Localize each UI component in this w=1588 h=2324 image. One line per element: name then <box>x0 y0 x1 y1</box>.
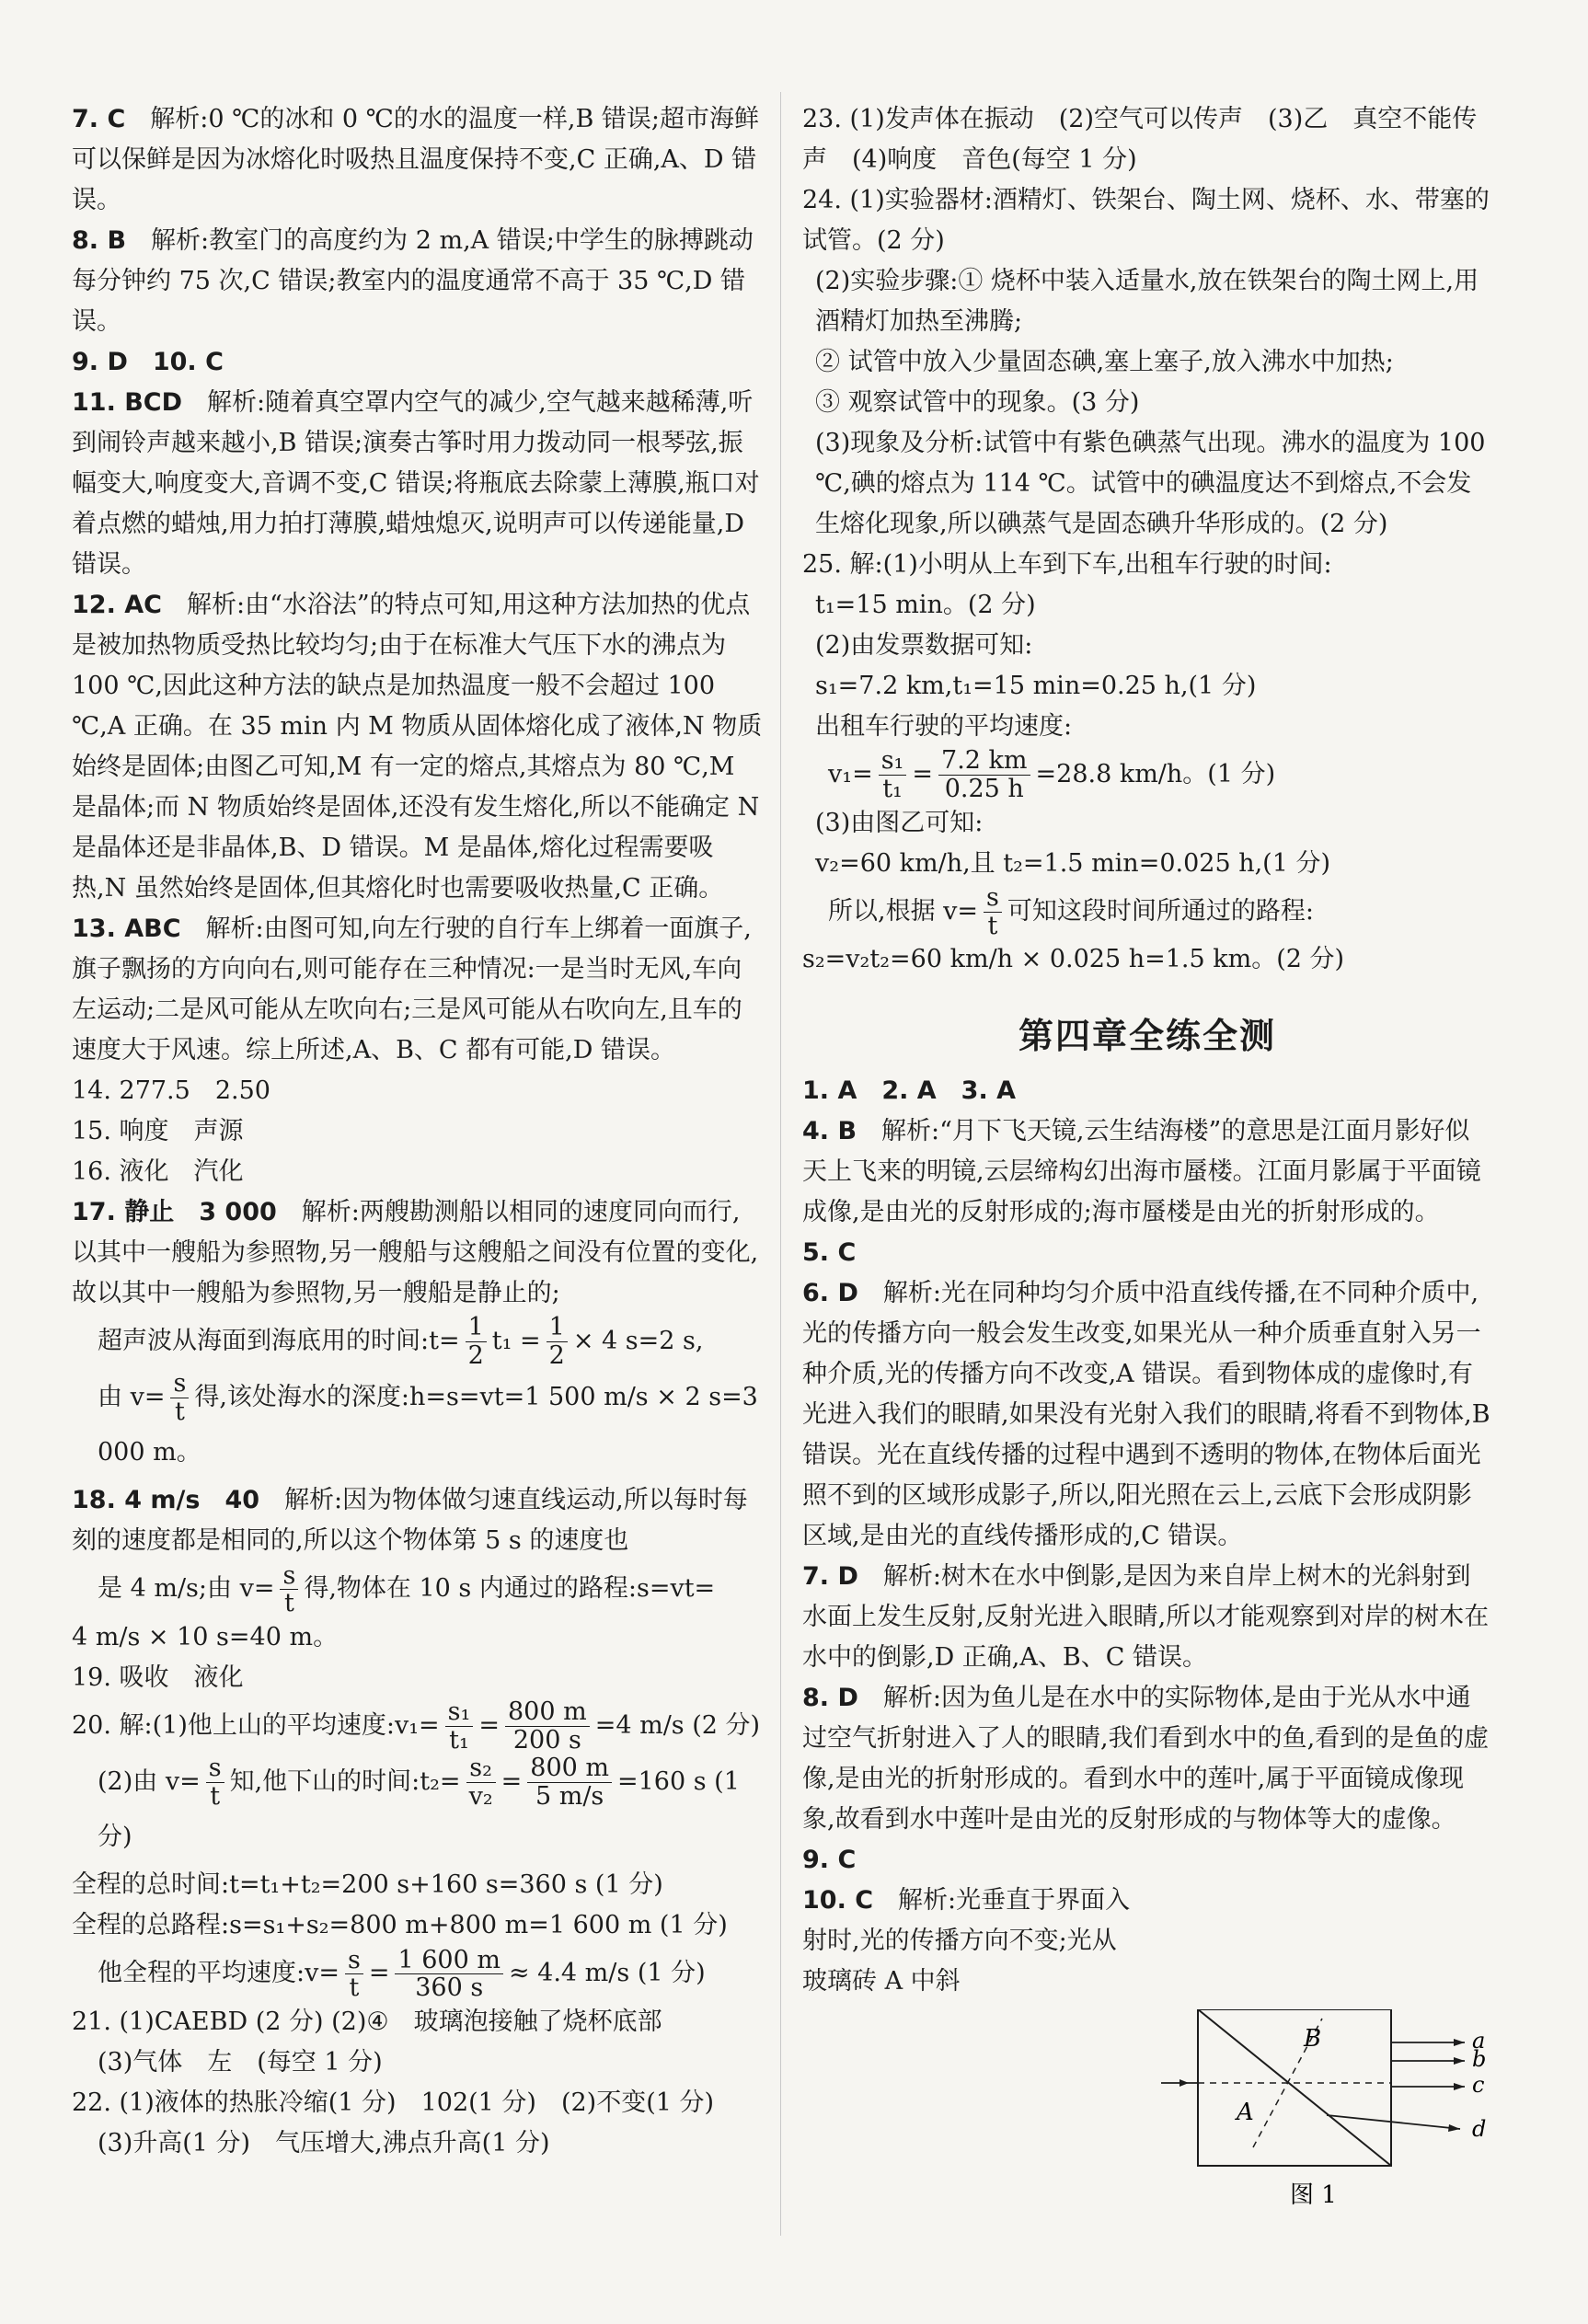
answer-ch4-10: 10. C 解析:光垂直于界面入射时,光的传播方向不变;光从玻璃砖 A 中斜 <box>802 1886 1131 1996</box>
right-column <box>802 99 1492 2002</box>
answer-24: 24. (1)实验器材:酒精灯、铁架台、陶土网、烧杯、水、带塞的试管。(2 分) (2)实验步骤:① 烧杯中装入适量水,放在铁架台的陶土网上,用酒精灯加热至沸腾; ② 试管中放入少量固态碘,塞上塞子,放入沸水中加热; ③ 观察试管中的现象。(3 分) (3)现象及分析:试管中有紫色碘蒸气出现。沸水的温度为 100 ℃,碘的熔点为 114 ℃。试管中的碘温度达不到熔点,不会发生熔化现象,所以碘蒸气是固态碘升华形成的。(2 分) <box>802 186 1490 538</box>
label-c: c <box>1472 2072 1485 2098</box>
answer-21: 21. (1)CAEBD (2 分) (2)④ 玻璃泡接触了烧杯底部 (3)气体 左 (每空 1 分) <box>72 2008 662 2077</box>
answer-23: 23. (1)发声体在振动 (2)空气可以传声 (3)乙 真空不能传声 (4)响度 音色(每空 1 分) <box>802 105 1478 174</box>
prism-diagonal <box>1198 2009 1391 2166</box>
answer-20-total-time: 全程的总时间:t=t₁+t₂=200 s+160 s=360 s (1 分) <box>72 1870 663 1900</box>
answer-ch4-8: 8. D 解析:因为鱼儿是在水中的实际物体,是由于光从水中通过空气折射进入了人的眼睛,我们看到水中的鱼,看到的是鱼的虚像,是由光的折射形成的。看到水中的莲叶,属于平面镜成像现象,故看到水中莲叶是由光的反射形成的与物体等大的虚像。 <box>802 1684 1490 1835</box>
light-path-svg <box>1161 2009 1511 2212</box>
column-divider <box>780 92 781 2236</box>
answer-22: 22. (1)液体的热胀冷缩(1 分) 102(1 分) (2)不变(1 分) (3)升高(1 分) 气压增大,沸点升高(1 分) <box>72 2088 715 2158</box>
label-d: d <box>1472 2116 1487 2142</box>
label-b: b <box>1472 2046 1487 2072</box>
formula-25-speed: v₁= $\frac{\text{s₁}}{\text{t₁}}$ = $\frac{7.2 km}{0.25 h}$ =28.8 km/h。(1 分) <box>828 746 1276 803</box>
answer-19: 19. 吸收 液化 <box>72 1663 244 1693</box>
formula-20-average: 他全程的平均速度:v= $\frac{s}{t}$ = $\frac{1 600 m}{360 s}$ ≈ 4.4 m/s (1 分) <box>98 1945 706 2003</box>
formula-18: 是 4 m/s;由 v= $\frac{s}{t}$ 得,物体在 10 s 内通过的路程:s=vt= <box>98 1560 716 1618</box>
answer-15: 15. 响度 声源 <box>72 1117 244 1145</box>
formula-25-distance: 所以,根据 v= $\frac{s}{t}$ 可知这段时间所通过的路程: <box>828 883 1315 940</box>
incident-arrow <box>1179 2079 1189 2087</box>
formula-17-time: 超声波从海面到海底用的时间:t= $\frac{1}{2}$ t₁ = $\frac{1}{2}$ × 4 s=2 s, <box>98 1313 704 1370</box>
answer-ch4-6: 6. D 解析:光在同种均匀介质中沿直线传播,在不同种介质中,光的传播方向一般会发生改变,如果光从一种介质垂直射入另一种介质,光的传播方向不改变,A 错误。看到物体成的虚像时,有光进入我们的眼睛,如果没有光射入我们的眼睛,将看不到物体,B 错误。光在直线传播的过程中遇到不透明的物体,在物体后面光照不到的区域形成影子,所以,阳光照在云上,云底下会形成阴影区域,是由光的直线传播形成的,C 错误。 <box>802 1279 1490 1551</box>
answer-8: 8. B 解析:教室门的高度约为 2 m,A 错误;中学生的脉搏跳动每分钟约 75 次,C 错误;教室内的温度通常不高于 35 ℃,D 错误。 <box>72 226 754 336</box>
formula-20-up: 20. 解:(1)他上山的平均速度:v₁= $\frac{\text{s₁}}{\text{t₁}}$ = $\frac{800 m}{200 s}$ =4 m/s (2 分) <box>72 1697 761 1755</box>
label-B: B <box>1304 2025 1322 2053</box>
ray-d <box>1327 2115 1460 2129</box>
left-column <box>72 99 764 2164</box>
answer-9-10: 9. D 10. C <box>72 348 224 376</box>
answer-25: 25. 解:(1)小明从上车到下车,出租车行驶的时间: t₁=15 min。(2 分) (2)由发票数据可知: s₁=7.2 km,t₁=15 min=0.25 h,(1 分) 出租车行驶的平均速度: <box>802 550 1332 741</box>
formula-17-depth: 由 v= $\frac{s}{t}$ 得,该处海水的深度:h=s=vt=1 500 m/s × 2 s=3 000 m。 <box>98 1369 758 1467</box>
answer-14: 14. 277.5 2.50 <box>72 1076 270 1105</box>
answer-7: 7. C 解析:0 ℃的冰和 0 ℃的水的温度一样,B 错误;超市海鲜可以保鲜是因为冰熔化时吸热且温度保持不变,C 正确,A、D 错误。 <box>72 105 759 214</box>
ray-a-arrow <box>1454 2039 1465 2046</box>
answer-18: 18. 4 m/s 40 解析:因为物体做匀速直线运动,所以每时每刻的速度都是相同的,所以这个物体第 5 s 的速度也 <box>72 1486 748 1556</box>
answer-20-total-distance: 全程的总路程:s=s₁+s₂=800 m+800 m=1 600 m (1 分) <box>72 1911 728 1940</box>
formula-20-down: (2)由 v= $\frac{s}{t}$ 知,他下山的时间:t₂= $\frac{\text{s₂}}{\text{v₂}}$ = $\frac{800 m}{5 m/s}$ =160 s (1 分) <box>98 1754 740 1852</box>
label-A: A <box>1237 2099 1254 2126</box>
answer-12: 12. AC 解析:由“水浴法”的特点可知,用这种方法加热的优点是被加热物质受热比较均匀;由于在标准大气压下水的沸点为 100 ℃,因此这种方法的缺点是加热温度一般不会超过 100 ℃,A 正确。在 35 min 内 M 物质从固体熔化成了液体,N 物质始终是固体;由图乙可知,M 有一定的熔点,其熔点为 80 ℃,M 是晶体;而 N 物质始终是固体,还没有发生熔化,所以不能确定 N 是晶体还是非晶体,B、D 错误。M 是晶体,熔化过程需要吸热,N 虽然始终是固体,但其熔化时也需要吸收热量,C 正确。 <box>72 591 763 903</box>
answer-11: 11. BCD 解析:随着真空罩内空气的减少,空气越来越稀薄,听到闹铃声越来越小,B 错误;演奏古筝时用力拨动同一根琴弦,振幅变大,响度变大,音调不变,C 错误;将瓶底去除蒙上薄膜,瓶口对着点燃的蜡烛,用力拍打薄膜,蜡烛熄灭,说明声可以传递能量,D 错误。 <box>72 388 760 579</box>
answer-ch4-7: 7. D 解析:树木在水中倒影,是因为来自岸上树木的光斜射到水面上发生反射,反射光进入眼睛,所以才能观察到对岸的树木在水中的倒影,D 正确,A、B、C 错误。 <box>802 1562 1490 1673</box>
answer-ch4-5: 5. C <box>802 1238 857 1268</box>
answer-16: 16. 液化 汽化 <box>72 1157 244 1186</box>
answer-18-end: 4 m/s × 10 s=40 m。 <box>72 1623 339 1652</box>
figure-1-prism-diagram <box>1161 2009 1511 2212</box>
answer-17: 17. 静止 3 000 解析:两艘勘测船以相同的速度同向而行,以其中一艘船为参照物,另一艘船与这艘船之间没有位置的变化,故以其中一艘船为参照物,另一艘船是静止的; <box>72 1198 759 1307</box>
answer-1-3: 1. A 2. A 3. A <box>802 1076 1017 1106</box>
chapter-title: 第四章全练全测 <box>1018 1016 1276 1057</box>
ray-c-arrow <box>1454 2083 1465 2090</box>
answer-ch4-4: 4. B 解析:“月下飞天镜,云生结海楼”的意思是江面月影好似天上飞来的明镜,云层缔构幻出海市蜃楼。江面月影属于平面镜成像,是由光的反射形成的;海市蜃楼是由光的折射形成的。 <box>802 1117 1481 1227</box>
label-a: a <box>1472 2028 1486 2054</box>
answer-ch4-9: 9. C <box>802 1846 857 1875</box>
answer-13: 13. ABC 解析:由图可知,向左行驶的自行车上绑着一面旗子,旗子飘扬的方向向右,则可能存在三种情况:一是当时无风,车向左运动;二是风可能从左吹向右;三是风可能从右吹向左,且车的速度大于风速。综上所述,A、B、C 都有可能,D 错误。 <box>72 915 752 1064</box>
figure-caption: 图 1 <box>1290 2181 1337 2209</box>
answer-25-part3: (3)由图乙可知: v₂=60 km/h,且 t₂=1.5 min=0.025 h,(1 分) <box>815 808 1330 878</box>
ray-b-arrow <box>1454 2057 1465 2065</box>
answer-25-end: s₂=v₂t₂=60 km/h × 0.025 h=1.5 km。(2 分) <box>802 945 1345 974</box>
